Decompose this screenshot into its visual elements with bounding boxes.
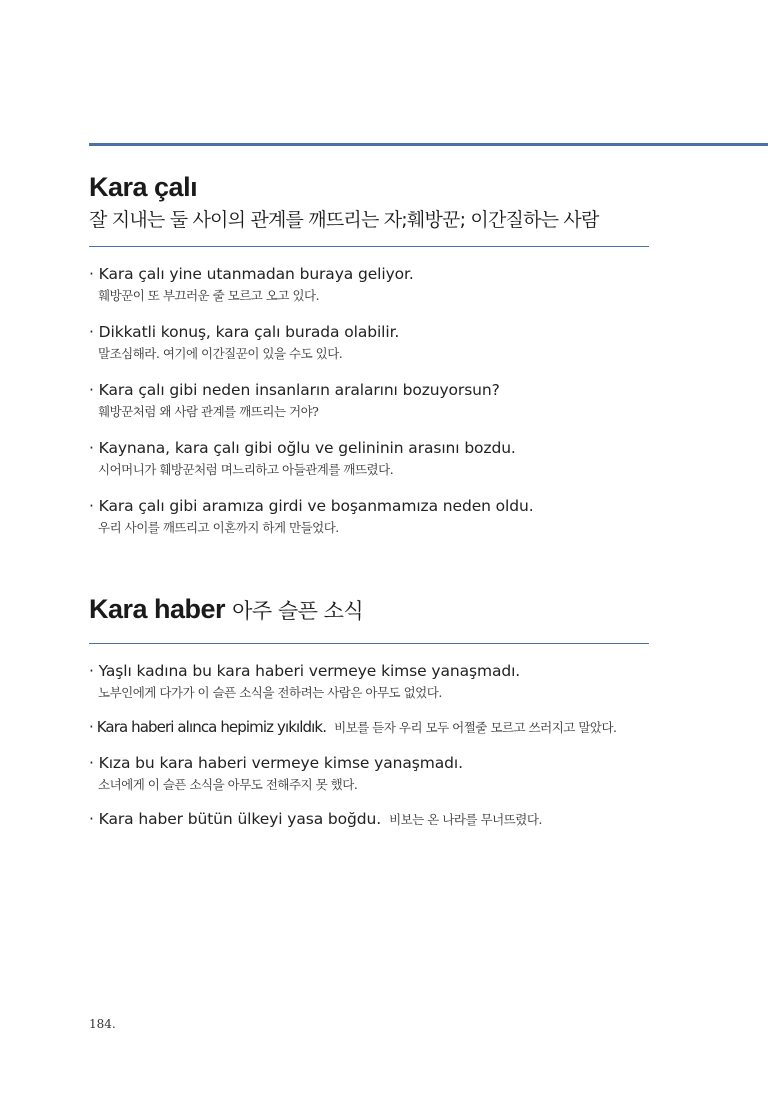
- example-turkish: · Kaynana, kara çalı gibi oğlu ve gelininin arasını bozdu.: [89, 439, 516, 457]
- example-item: [89, 264, 649, 305]
- example-item: [89, 496, 649, 537]
- example-korean: 훼방꾼이 또 부끄러운 줄 모르고 오고 있다.: [98, 288, 320, 303]
- example-turkish: · Dikkatli konuş, kara çalı burada olabilir.: [89, 323, 400, 341]
- entry-term: Kara çalı: [89, 172, 198, 202]
- example-korean: 노부인에게 다가가 이 슬픈 소식을 전하려는 사람은 아무도 없었다.: [98, 685, 442, 700]
- example-turkish: · Kara çalı gibi neden insanların aralarını bozuyorsun?: [89, 381, 500, 399]
- example-korean: 훼방꾼처럼 왜 사람 관계를 깨뜨리는 거야?: [98, 404, 319, 419]
- example-turkish: · Kara çalı yine utanmadan buraya geliyor.: [89, 265, 414, 283]
- entry-meaning: 잘 지내는 둘 사이의 관계를 깨뜨리는 자;훼방꾼; 이간질하는 사람: [89, 209, 599, 231]
- example-korean: 비보를 듣자 우리 모두 어쩔줄 모르고 쓰러지고 말았다.: [334, 720, 617, 735]
- example-item: [89, 438, 649, 479]
- example-item: [89, 753, 649, 794]
- example-line: [89, 717, 649, 738]
- example-korean: 비보는 온 나라를 무너뜨렸다.: [389, 812, 542, 827]
- example-korean: 말조심해라. 여기에 이간질꾼이 있을 수도 있다.: [98, 346, 343, 361]
- example-korean: 소녀에게 이 슬픈 소식을 아무도 전해주지 못 했다.: [98, 777, 358, 792]
- top-rule: [89, 143, 768, 146]
- example-list: [89, 264, 649, 537]
- example-korean: 시어머니가 훼방꾼처럼 며느리하고 아들관계를 깨뜨렸다.: [98, 462, 394, 477]
- entry-kara-cali: [89, 170, 649, 537]
- entry-divider: [89, 643, 649, 644]
- example-turkish: · Kara haber bütün ülkeyi yasa boğdu.: [89, 810, 382, 828]
- example-turkish: · Kıza bu kara haberi vermeye kimse yanaşmadı.: [89, 754, 463, 772]
- example-item: [89, 380, 649, 421]
- entry-term: Kara haber: [89, 594, 226, 624]
- example-list: [89, 661, 649, 830]
- example-turkish: · Yaşlı kadına bu kara haberi vermeye kimse yanaşmadı.: [89, 662, 521, 680]
- entry-heading: [89, 592, 649, 628]
- entry-kara-haber: [89, 592, 649, 830]
- example-item: [89, 322, 649, 363]
- example-item: [89, 809, 649, 830]
- example-item: [89, 661, 649, 702]
- example-line: [89, 809, 649, 830]
- entry-divider: [89, 246, 649, 247]
- example-korean: 우리 사이를 깨뜨리고 이혼까지 하게 만들었다.: [98, 520, 339, 535]
- page-number: 184.: [89, 1017, 116, 1031]
- example-turkish: · Kara haberi alınca hepimiz yıkıldık.: [89, 718, 327, 736]
- example-item: [89, 717, 649, 738]
- entry-meaning: 아주 슬픈 소식: [232, 599, 364, 623]
- example-turkish: · Kara çalı gibi aramıza girdi ve boşanmamıza neden oldu.: [89, 497, 534, 515]
